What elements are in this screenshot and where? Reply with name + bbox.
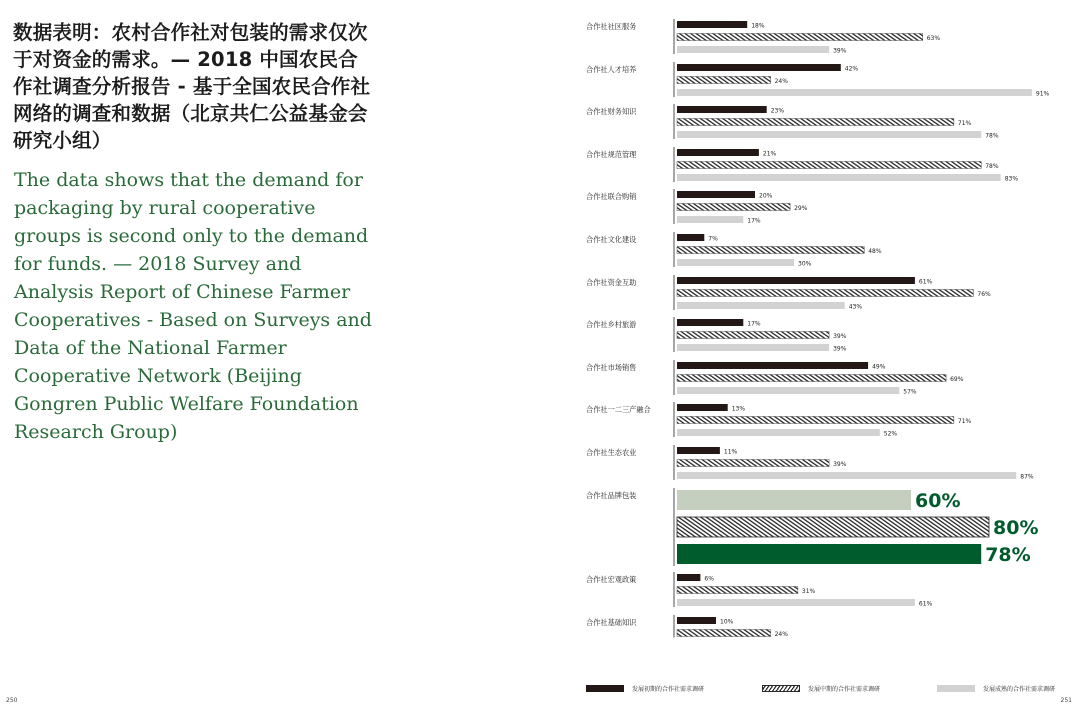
bar bbox=[677, 429, 880, 436]
category-label: 合作社社区服务 bbox=[586, 22, 637, 31]
bar bbox=[677, 259, 794, 266]
category-label: 合作社品牌包装 bbox=[586, 491, 637, 500]
bar bbox=[677, 362, 868, 369]
legend-label-mature: 发展成熟的合作社需求调研 bbox=[983, 686, 1056, 693]
bar bbox=[677, 447, 720, 454]
category-label: 合作社生态农业 bbox=[586, 448, 637, 457]
category-label: 合作社人才培养 bbox=[586, 65, 637, 74]
value-label: 78% bbox=[985, 163, 999, 170]
bar bbox=[677, 204, 790, 211]
value-label: 39% bbox=[833, 47, 847, 55]
value-label: 63% bbox=[926, 35, 941, 42]
bar bbox=[677, 460, 829, 467]
value-label: 20% bbox=[759, 192, 773, 200]
value-label: 43% bbox=[848, 303, 863, 311]
bar bbox=[677, 77, 771, 84]
legend-mature bbox=[937, 684, 1055, 693]
bar bbox=[677, 302, 845, 309]
value-label: 6% bbox=[704, 575, 714, 583]
bar bbox=[677, 544, 981, 564]
legend-swatch-mid bbox=[762, 685, 800, 692]
bar bbox=[677, 630, 771, 637]
bar bbox=[677, 234, 704, 241]
value-label: 23% bbox=[770, 107, 785, 115]
legend-label-mid: 发展中期的合作社需求调研 bbox=[808, 686, 881, 693]
legend-label-early: 发展初期的合作社需求调研 bbox=[632, 686, 705, 693]
legend-mid bbox=[762, 684, 880, 693]
value-label: 11% bbox=[723, 448, 738, 456]
bar bbox=[677, 216, 743, 223]
value-label: 21% bbox=[762, 150, 777, 158]
value-label: 57% bbox=[903, 388, 917, 396]
value-label: 17% bbox=[747, 320, 761, 328]
value-label: 39% bbox=[833, 461, 847, 468]
value-label: 78% bbox=[985, 132, 999, 140]
category-label: 合作社联合购销 bbox=[586, 192, 637, 201]
value-label: 60% bbox=[915, 490, 961, 512]
bar bbox=[677, 119, 954, 126]
value-label: 52% bbox=[883, 430, 898, 438]
value-label: 69% bbox=[950, 376, 964, 383]
bar bbox=[677, 574, 700, 581]
value-label: 76% bbox=[977, 291, 991, 298]
category-label: 合作社财务知识 bbox=[586, 107, 637, 116]
value-label: 10% bbox=[720, 618, 734, 626]
category-label: 合作社宏观政策 bbox=[586, 575, 637, 584]
page-number-left: 250 bbox=[6, 697, 18, 704]
category-label: 合作社基础知识 bbox=[586, 618, 637, 627]
bar bbox=[677, 89, 1032, 96]
bar bbox=[677, 247, 864, 254]
value-label: 31% bbox=[801, 588, 816, 595]
bar bbox=[677, 344, 829, 351]
bar bbox=[677, 417, 954, 424]
bar bbox=[677, 21, 747, 28]
value-label: 7% bbox=[708, 235, 718, 243]
value-label: 61% bbox=[918, 600, 933, 608]
value-label: 80% bbox=[993, 517, 1039, 539]
chinese-heading: 数据表明：农村合作社对包装的需求仅次于对资金的需求。— 2018 中国农民合作社调查分析报告 - 基于全国农民合作社网络的调查和数据（北京共仁公益基金会研究小组） bbox=[13, 21, 371, 152]
value-label: 42% bbox=[844, 65, 859, 73]
value-label: 30% bbox=[798, 260, 812, 268]
category-label: 合作社市场销售 bbox=[586, 363, 637, 372]
english-description: The data shows that the demand for packaging by rural cooperative groups is second only to the demand for funds. — 2018 Survey and Analysis Report of Chinese Farmer Cooperatives - Based on Surveys and Data of the National Farmer Cooperative Network (Beijing Gongren Public Welfare Foundation Research Group) bbox=[14, 169, 372, 443]
legend-swatch-early bbox=[586, 685, 624, 692]
value-label: 83% bbox=[1004, 175, 1019, 183]
bar bbox=[677, 490, 911, 510]
category-label: 合作社文化建设 bbox=[586, 235, 637, 244]
value-label: 91% bbox=[1035, 90, 1050, 98]
category-label: 合作社乡村旅游 bbox=[586, 320, 637, 329]
value-label: 24% bbox=[774, 631, 788, 638]
category-label: 合作社规范管理 bbox=[586, 150, 637, 159]
category-label: 合作社资金互助 bbox=[586, 278, 637, 287]
bar bbox=[677, 387, 899, 394]
bar bbox=[677, 587, 798, 594]
legend-early bbox=[586, 684, 704, 693]
value-label: 24% bbox=[774, 78, 788, 85]
bar bbox=[677, 149, 759, 156]
bar bbox=[677, 64, 841, 71]
value-label: 61% bbox=[918, 278, 933, 286]
bar bbox=[677, 290, 973, 297]
bar bbox=[677, 404, 728, 411]
value-label: 87% bbox=[1020, 473, 1034, 481]
page-number-right: 251 bbox=[1060, 697, 1072, 704]
value-label: 49% bbox=[872, 363, 886, 371]
bar bbox=[677, 319, 743, 326]
bar bbox=[677, 599, 915, 606]
bar bbox=[677, 375, 946, 382]
value-label: 78% bbox=[985, 544, 1031, 566]
bar bbox=[677, 106, 767, 113]
bar bbox=[677, 46, 829, 53]
bar bbox=[677, 174, 1001, 181]
bar bbox=[677, 191, 755, 198]
value-label: 48% bbox=[868, 248, 882, 255]
bar bbox=[677, 131, 981, 138]
bar bbox=[677, 332, 829, 339]
bar bbox=[677, 34, 923, 41]
value-label: 39% bbox=[833, 345, 847, 353]
bar bbox=[677, 472, 1016, 479]
bar bbox=[677, 162, 981, 169]
value-label: 13% bbox=[731, 405, 746, 413]
bar bbox=[677, 517, 989, 537]
value-label: 18% bbox=[751, 22, 765, 30]
value-label: 17% bbox=[747, 217, 761, 225]
value-label: 71% bbox=[957, 418, 972, 425]
bar bbox=[677, 277, 915, 284]
value-label: 71% bbox=[957, 120, 972, 127]
value-label: 29% bbox=[794, 205, 808, 212]
bar bbox=[677, 617, 716, 624]
legend-swatch-mature bbox=[937, 685, 975, 692]
value-label: 39% bbox=[833, 333, 847, 340]
category-label: 合作社一二三产融合 bbox=[586, 405, 651, 414]
